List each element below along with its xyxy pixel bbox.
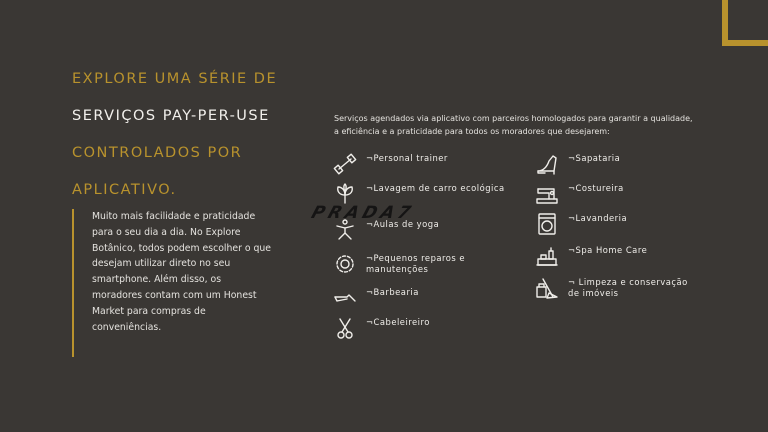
service-label: ¬Sapataria [568, 153, 621, 163]
service-label: ¬Cabeleireiro [366, 317, 430, 327]
intro-text: Serviços agendados via aplicativo com parceiros homologados para garantir a qualidade, a eficiência e a praticidade para todos os moradores que desejarem: [334, 114, 693, 136]
sewing-machine-icon [534, 182, 560, 206]
high-heel-icon [534, 152, 560, 176]
service-hairdresser [332, 316, 430, 340]
cleaning-icon [534, 276, 560, 300]
service-label: ¬Barbearia [366, 287, 419, 297]
service-label: ¬Spa Home Care [568, 245, 648, 255]
service-laundry [534, 212, 627, 236]
service-yoga [332, 218, 439, 242]
leaf-icon [332, 182, 358, 206]
service-seamstress [534, 182, 624, 206]
service-repairs [332, 252, 465, 276]
body-text: Muito mais facilidade e praticidade para o seu dia a dia. No Explore Botânico, todos podem escolher o que desejam utilizar direto no seu smartphone. Além disso, os moradores contam com um Honest Market para compras de conveniências. [72, 209, 272, 357]
dumbbell-icon [332, 152, 358, 176]
headline [72, 66, 302, 214]
service-spa [534, 244, 647, 268]
headline-line3: CONTROLADOS POR [72, 145, 243, 161]
spa-icon [534, 244, 560, 268]
service-car-wash [332, 182, 505, 206]
service-barber [332, 286, 419, 310]
headline-line4: APLICATIVO. [72, 182, 177, 198]
corner-accent [722, 0, 768, 46]
headline-line1-rest: UMA SÉRIE DE [148, 71, 278, 87]
watermark: PRADA7 [308, 203, 418, 223]
washing-machine-icon [534, 212, 560, 236]
yoga-icon [332, 218, 358, 242]
headline-line1-gold: EXPLORE [72, 71, 149, 87]
service-label: ¬Lavagem de carro ecológica [366, 183, 505, 193]
razor-icon [332, 286, 358, 310]
gear-icon [332, 252, 358, 276]
service-personal-trainer [332, 152, 448, 176]
service-label: ¬Personal trainer [366, 153, 448, 163]
service-label: ¬Lavanderia [568, 213, 628, 223]
service-cleaning [534, 276, 688, 300]
headline-line2: SERVIÇOS PAY-PER-USE [72, 108, 270, 124]
service-label: ¬Costureira [568, 183, 624, 193]
service-label: ¬Pequenos reparos e manutenções [366, 253, 466, 274]
service-label: ¬Aulas de yoga [366, 219, 440, 229]
service-shoe-repair [534, 152, 620, 176]
scissors-icon [332, 316, 358, 340]
service-label: ¬ Limpeza e conservação de imóveis [568, 277, 688, 298]
